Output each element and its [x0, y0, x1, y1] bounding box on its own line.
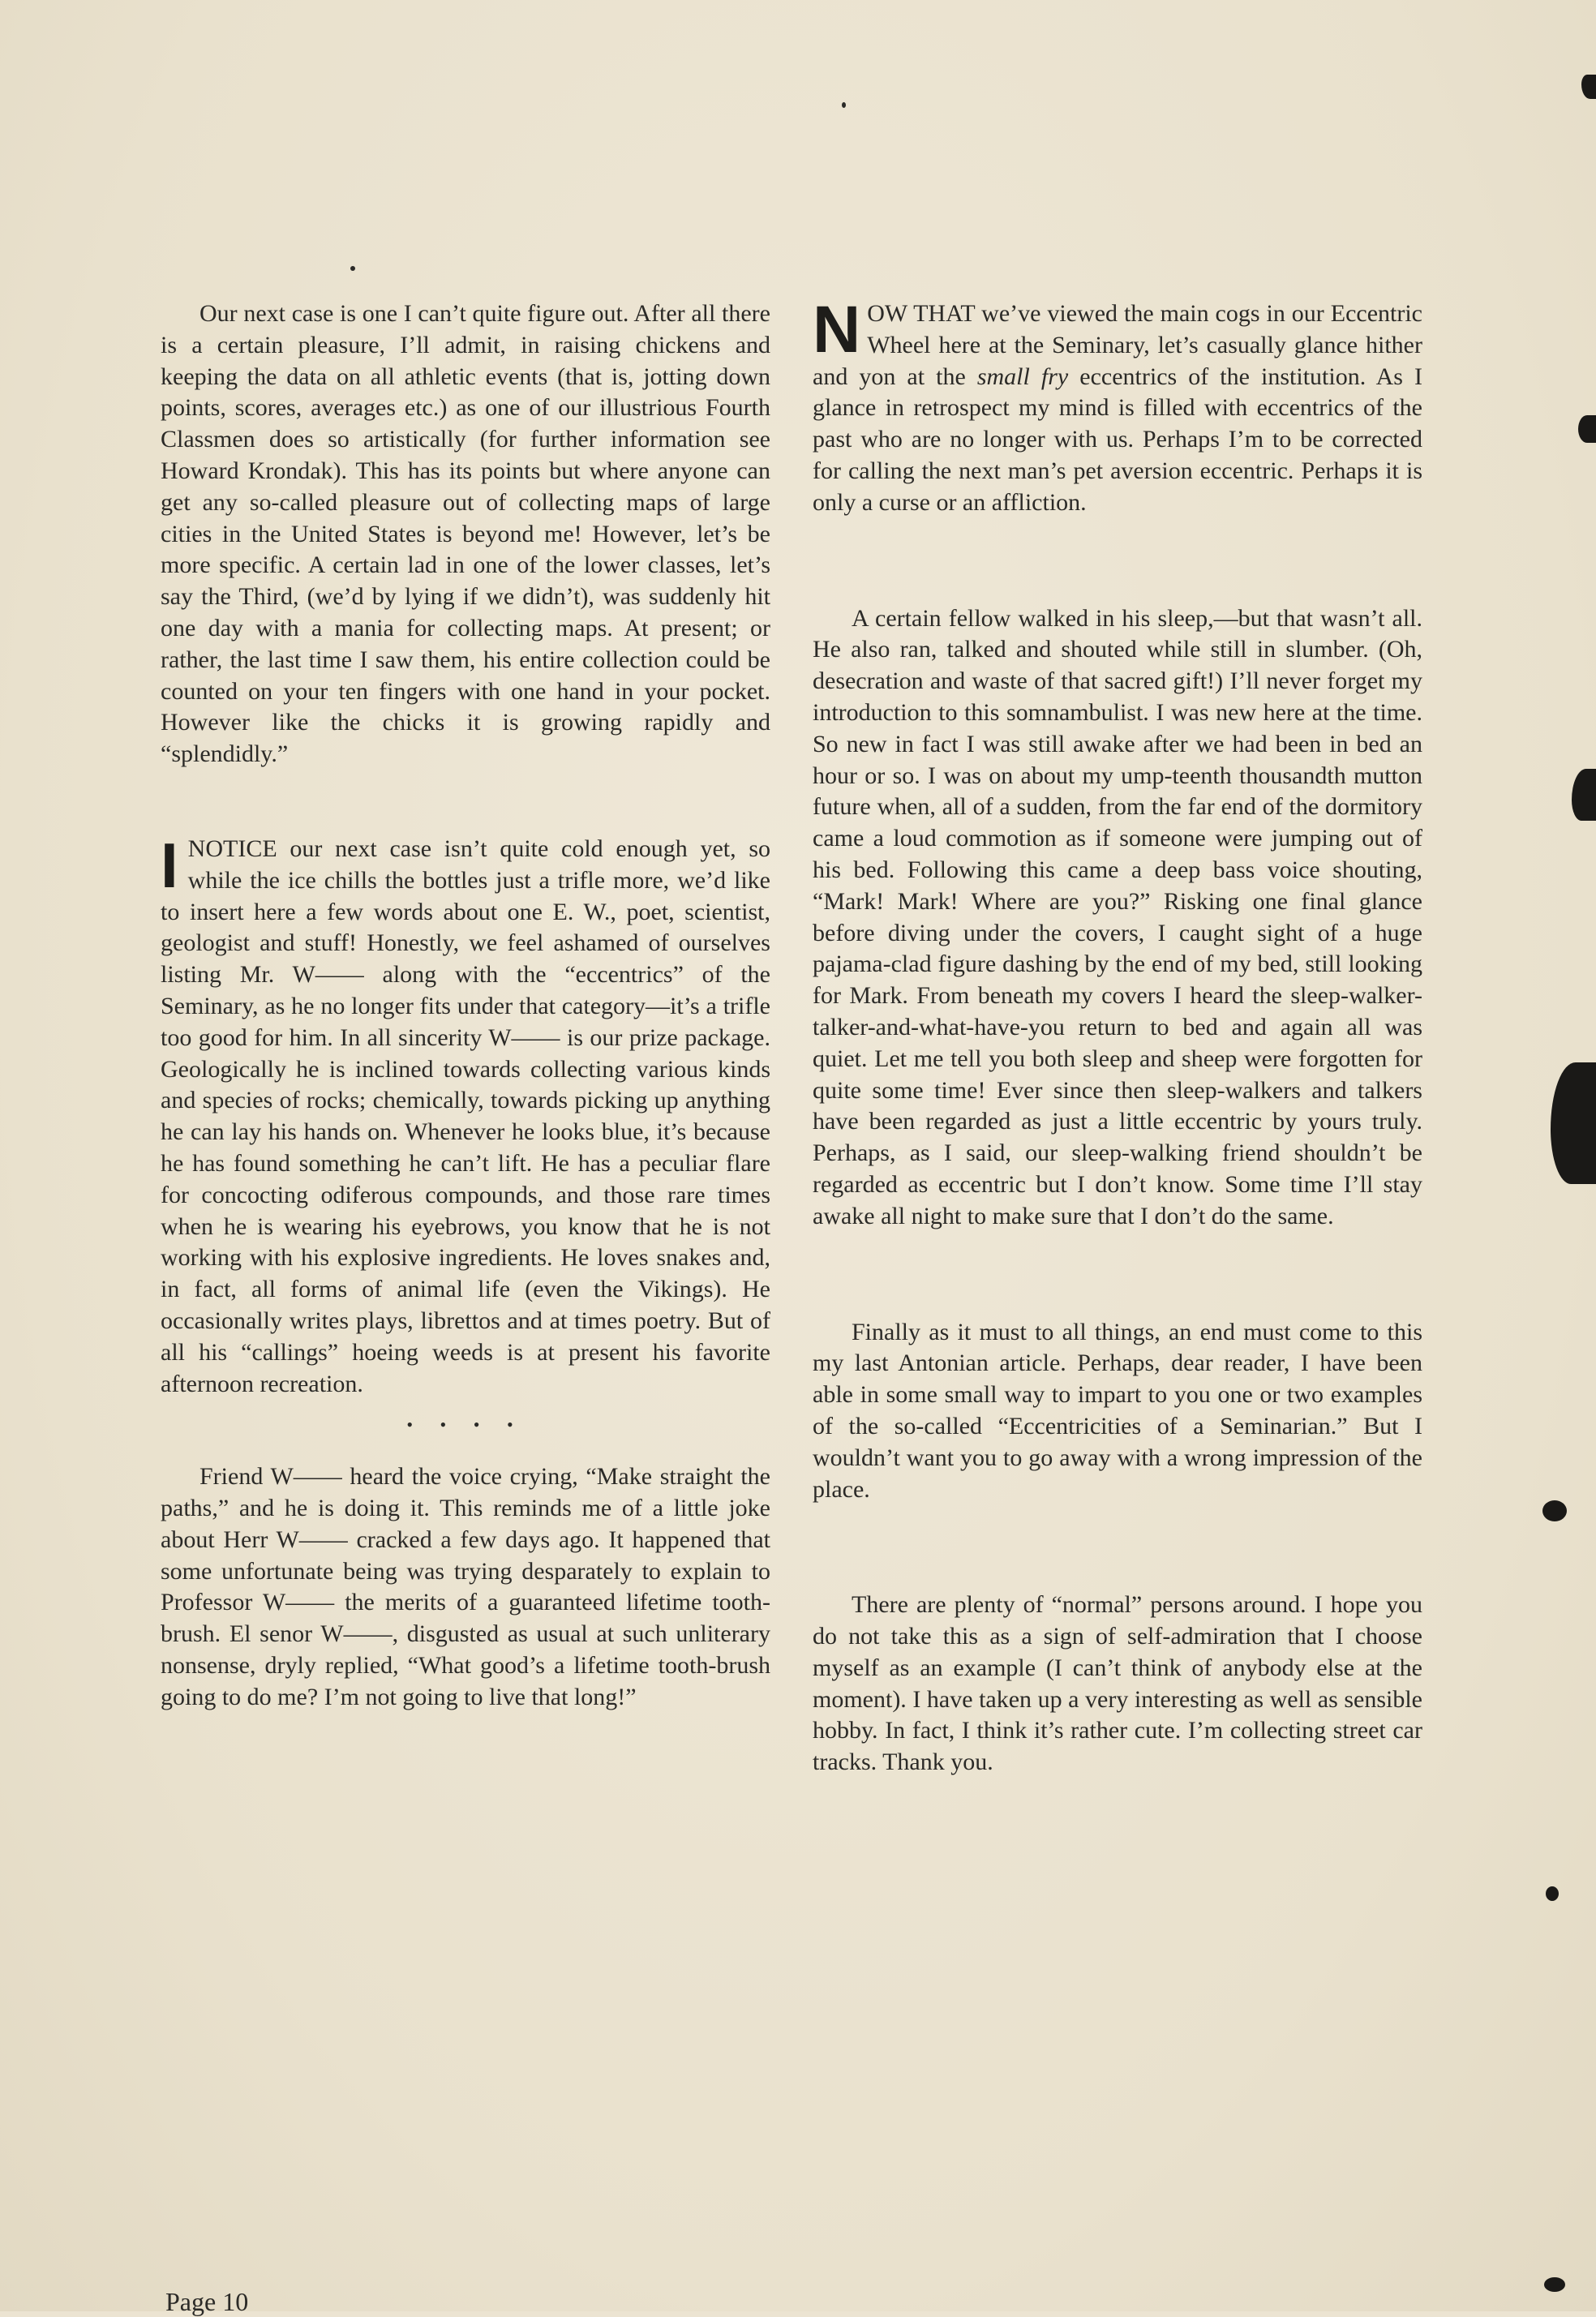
binding-hole [1542, 1500, 1567, 1521]
binding-hole [1572, 769, 1596, 821]
paragraph-small-fry-text-1: OW THAT we’ve viewed the main cogs in our Eccentric Wheel here at the Seminary, let’s casually glance hither and yon at the [813, 300, 1422, 390]
right-column [813, 293, 1422, 1779]
binding-hole [1551, 1062, 1596, 1184]
print-speck [350, 266, 355, 271]
paragraph-gap [161, 770, 770, 834]
paragraph-gap [813, 1505, 1422, 1590]
left-column [161, 298, 770, 1714]
paragraph-gap [813, 519, 1422, 603]
print-speck [842, 102, 846, 108]
paragraph-gap [813, 1233, 1422, 1317]
binding-hole [1581, 75, 1596, 99]
paragraph-ew-intro [161, 829, 770, 1400]
paragraph-small-fry [813, 293, 1422, 519]
section-separator: • • • • [406, 1414, 525, 1435]
binding-hole [1546, 1886, 1559, 1901]
paragraph-small-fry-text-2: eccentrics of the institution. As I glance in retrospect my mind is filled with eccentrics of the past who are no longer with us. Perhaps I’m to be corrected for calling the next man’s pet aversion eccentric. Perhaps it is only a curse or an affliction. [813, 363, 1422, 516]
paragraph-sleepwalker: A certain fellow walked in his sleep,—but that wasn’t all. He also ran, talked and shouted while still in slumber. (Oh, desecration and waste of that sacred gift!) I’ll never forget my introduction to this somnambulist. I was new here at the time. So new in fact I was still awake after we had been in bed an hour or so. I was on about my ump-teenth thousandth mutton future when, all of a sudden, from the far end of the dormitory came a loud commotion as if someone were jumping out of his bed. Following this came a deep bass voice shouting, “Mark! Mark! Where are you?” Risking one final glance before diving under the covers, I caught sight of a huge pajama-clad figure dashing by the end of my bed, still looking for Mark. From beneath my covers I heard the sleep-walker-talker-and-what-have-you return to bed and again all was quiet. Let me tell you both sleep and sheep were forgotten for quite some time! Ever since then sleep-walkers and talkers have been regarded as just a little eccentric by yours truly. Perhaps, as I said, our sleep-walking friend shouldn’t be regarded as eccentric but I don’t know. Some time I’ll stay awake all night to make sure that I don’t do the same. [813, 604, 1422, 1229]
paragraph-toothbrush-joke: Friend W—— heard the voice crying, “Make straight the paths,” and he is doing it. This reminds me of a little joke about Herr W—— cracked a few days ago. It happened that some unfortunate being was trying desparately to explain to Professor W—— the merits of a guaranteed lifetime tooth-brush. El senor W——, disgusted as usual at such unliterary nonsense, dryly replied, “What good’s a lifetime tooth-brush going to do me? I’m not going to live that long!” [161, 1463, 770, 1710]
page-number: Page 10 [165, 2287, 249, 2316]
paragraph-ew-text: NOTICE our next case isn’t quite cold enough yet, so while the ice chills the bottles just a trifle more, we’d like to insert here a few words about one E. W., poet, scientist, geologist and stuff! Honestly, we feel ashamed of ourselves listing Mr. W—— along with the “eccentrics” of the Seminary, as he no longer fits under that category—it’s a trifle too good for him. In all sincerity W—— is our prize package. Geologically he is inclined towards collecting various kinds and species of rocks; chemically, towards picking up anything he can lay his hands on. Whenever he looks blue, it’s because he has found something he can’t lift. He has a peculiar flare for concocting odiferous compounds, and those rare times when he is wearing his eyebrows, you know that he is not working with his explosive ingredients. He loves snakes and, in fact, all forms of animal life (even the Vikings). He occasionally writes plays, librettos and at times poetry. But of all his “callings” hoeing weeds is at present his favorite afternoon recreation. [161, 835, 770, 1397]
drop-cap: I [161, 829, 178, 901]
drop-cap: N [813, 293, 861, 367]
paragraph-normal-persons: There are plenty of “normal” persons around. I hope you do not take this as a sign of self-admiration that I choose myself as an example (I can’t think of anybody else at the moment). I have taken up a very interesting as well as sensible hobby. In fact, I think it’s rather cute. I’m collecting street car tracks. Thank you. [813, 1591, 1422, 1776]
italic-phrase: small fry [976, 363, 1069, 390]
paragraph-maps-collector: Our next case is one I can’t quite figure out. After all there is a certain pleasure, I’ll admit, in raising chickens and keeping the data on all athletic events (that is, jotting down points, scores, averages etc.) as one of our illustrious Fourth Classmen does so artistically (for further information see Howard Krondak). This has its points but where anyone can get any so-called pleasure out of collecting maps of large cities in the United States is beyond me! However, let’s be more specific. A certain lad in one of the lower classes, let’s say the Third, (we’d by lying if we didn’t), was suddenly hit one day with a mania for collecting maps. At present; or rather, the last time I saw them, his entire collection could be counted on your ten fingers with one hand in your pocket. However like the chicks it is growing rapidly and “splendidly.” [161, 300, 770, 768]
paragraph-finally: Finally as it must to all things, an end must come to this my last Antonian article. Perhaps, dear reader, I have been able in some small way to impart to you one or two examples of the so-called “Eccentricities of a Seminarian.” But I wouldn’t want you to go away with a wrong impression of the place. [813, 1318, 1422, 1503]
binding-hole [1544, 2277, 1565, 2292]
binding-hole [1578, 415, 1596, 443]
